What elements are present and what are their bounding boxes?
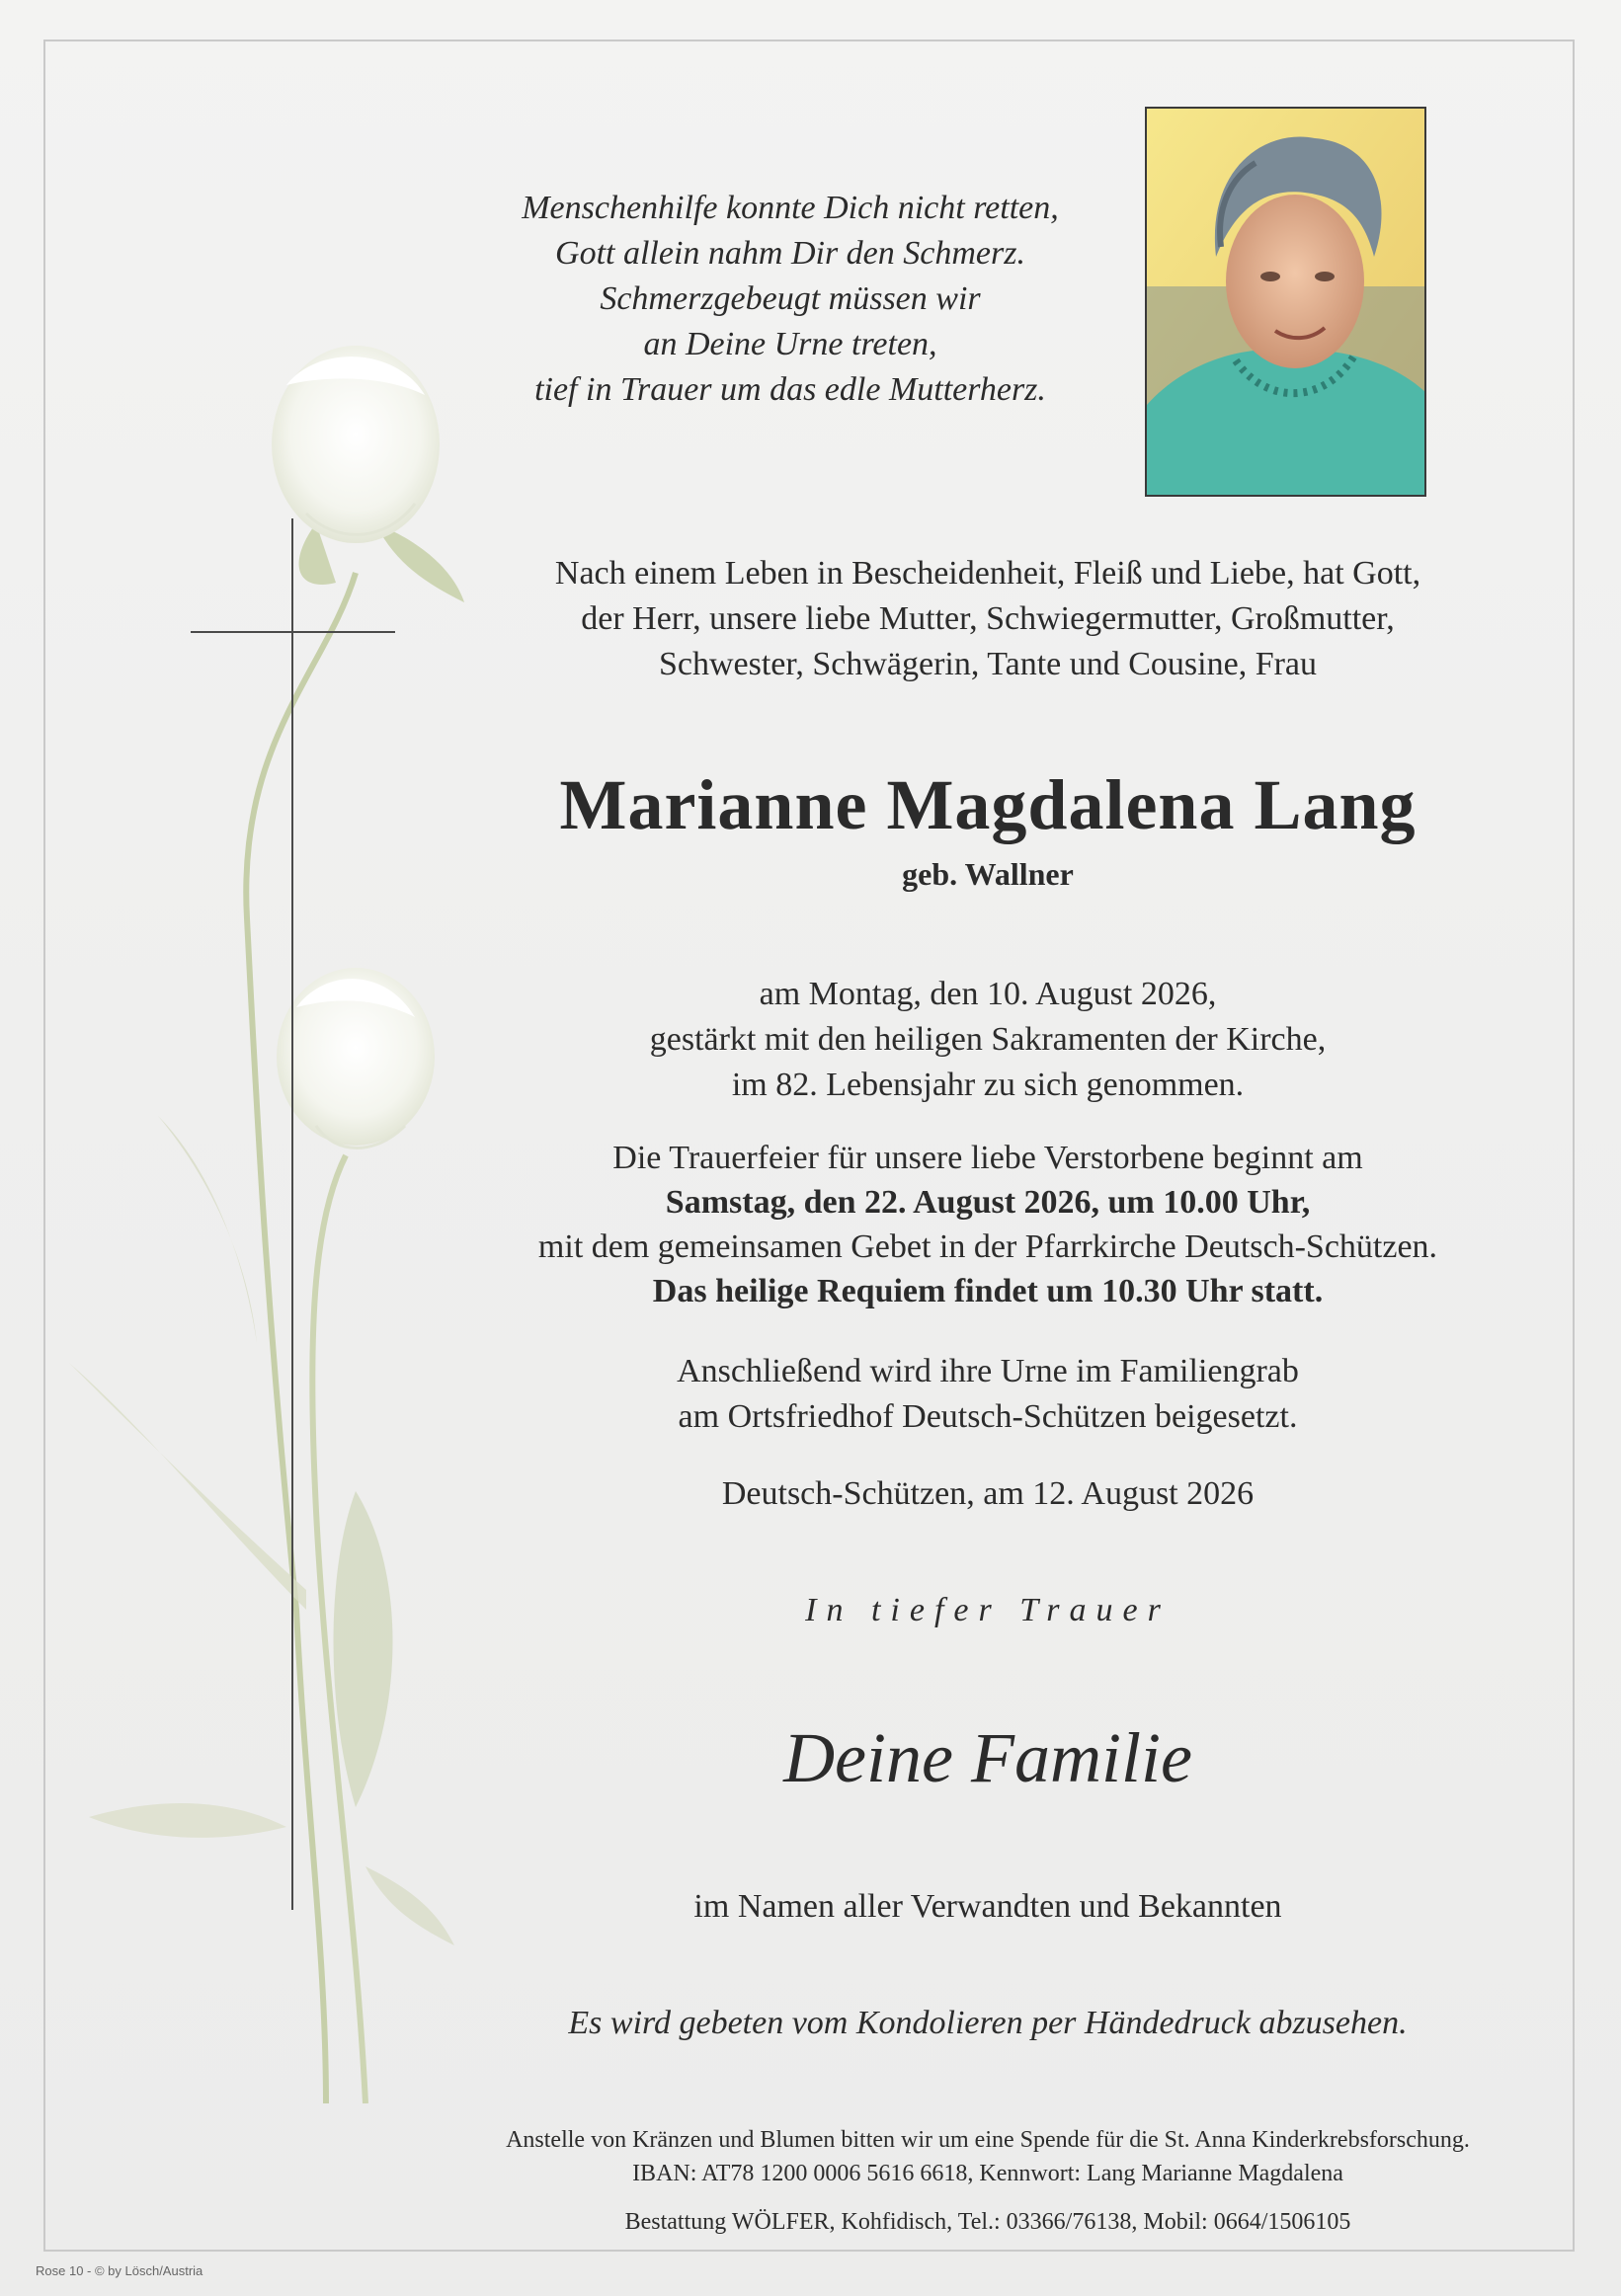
death-notice (435, 972, 1541, 1108)
intro-line: Nach einem Leben in Bescheidenheit, Fleiß und Liebe, hat Gott, (554, 555, 1421, 592)
birth-name: geb. Wallner (902, 856, 1074, 892)
iban-line: IBAN: AT78 1200 0006 5616 6618, Kennwort: Lang Marianne Magdalena (632, 2161, 1343, 2186)
verse-line: tief in Trauer um das edle Mutterherz. (534, 371, 1046, 408)
burial-line: am Ortsfriedhof Deutsch-Schützen beigesetzt. (678, 1398, 1298, 1435)
death-line: gestärkt mit den heiligen Sakramenten der Kirche, (649, 1021, 1327, 1058)
donation-line: Anstelle von Kränzen und Blumen bitten wir um eine Spende für die St. Anna Kinderkrebsforschung. (506, 2127, 1470, 2153)
relatives-line: im Namen aller Verwandten und Bekannten (693, 1888, 1282, 1925)
burial-info (435, 1349, 1541, 1440)
rose-cross-decoration (59, 326, 494, 2103)
portrait-photo (1145, 107, 1426, 497)
place-date: Deutsch-Schützen, am 12. August 2026 (721, 1475, 1255, 1512)
service-date: Samstag, den 22. August 2026, um 10.00 Uhr, (665, 1184, 1311, 1221)
family-signature: Deine Familie (783, 1718, 1192, 1797)
service-line: Die Trauerfeier für unsere liebe Verstorbene beginnt am (612, 1140, 1363, 1176)
funeral-home-info: Bestattung WÖLFER, Kohfidisch, Tel.: 03366/76138, Mobil: 0664/1506105 (624, 2209, 1351, 2235)
verse-line: Schmerzgebeugt müssen wir (600, 280, 981, 317)
verse-block (494, 186, 1087, 413)
service-info (435, 1136, 1541, 1313)
deceased-name: Marianne Magdalena Lang (559, 765, 1417, 844)
verse-line: an Deine Urne treten, (643, 326, 937, 362)
death-line: am Montag, den 10. August 2026, (759, 976, 1217, 1012)
mourning-phrase: In tiefer Trauer (805, 1592, 1171, 1628)
intro-line: Schwester, Schwägerin, Tante und Cousine, Frau (658, 646, 1318, 682)
copyright-note: Rose 10 - © by Lösch/Austria (36, 2263, 203, 2278)
intro-text (435, 551, 1541, 687)
portrait-image (1147, 109, 1426, 497)
service-line: mit dem gemeinsamen Gebet in der Pfarrkirche Deutsch-Schützen. (537, 1228, 1438, 1265)
verse-line: Gott allein nahm Dir den Schmerz. (555, 235, 1025, 272)
burial-line: Anschließend wird ihre Urne im Familiengrab (677, 1353, 1299, 1389)
intro-line: der Herr, unsere liebe Mutter, Schwiegermutter, Großmutter, (581, 600, 1395, 637)
verse-line: Menschenhilfe konnte Dich nicht retten, (522, 190, 1059, 226)
death-line: im 82. Lebensjahr zu sich genommen. (731, 1067, 1245, 1103)
requiem-time: Das heilige Requiem findet um 10.30 Uhr statt. (652, 1273, 1324, 1309)
condolence-note: Es wird gebeten vom Kondolieren per Händedruck abzusehen. (568, 2005, 1408, 2041)
donation-info (435, 2123, 1541, 2190)
